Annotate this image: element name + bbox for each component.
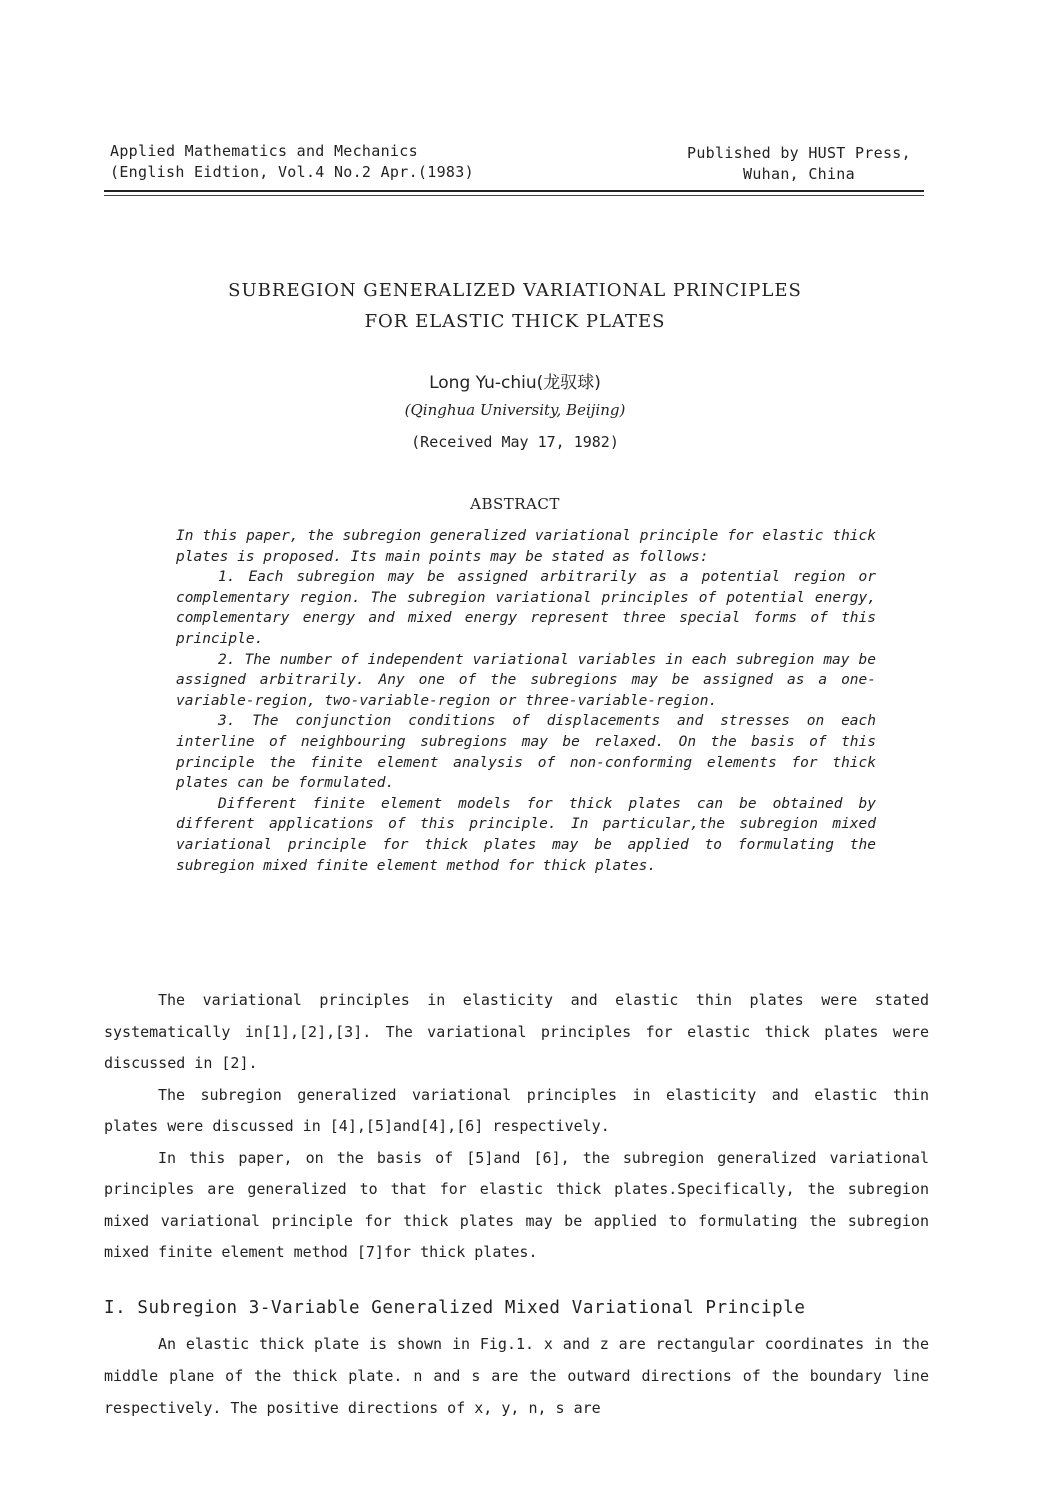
affiliation: (Qinghua University, Beijing) (404, 401, 626, 419)
title-line-1: SUBREGION GENERALIZED VARIATIONAL PRINCIPLES (228, 280, 802, 301)
publisher-location: Wuhan, China (743, 165, 855, 183)
publisher-name: Published by HUST Press, (687, 144, 911, 162)
title-line-2: FOR ELASTIC THICK PLATES (364, 311, 666, 332)
abstract-heading: ABSTRACT (470, 495, 560, 513)
author: Long Yu-chiu(龙驭球) (429, 373, 601, 393)
abstract-intro: In this paper, the subregion generalized variational principle for elastic thick plates is proposed. Its main points may be stated as follows: (176, 528, 876, 565)
body-paragraph: In this paper, on the basis of [5]and [6], the subregion generalized variational principles are generalized to that for elastic thick plates.Specifically, the subregion mixed variational principle for thick plates may be applied to formulating the subregion mixed finite element method [7]for thick plates. (104, 1148, 929, 1261)
body-paragraph: The variational principles in elasticity and elastic thin plates were stated systematically in[1],[2],[3]. The variational principles for elastic thick plates were discussed in [2]. (104, 991, 929, 1072)
journal-volume: (English Eidtion, Vol.4 No.2 Apr.(1983) (110, 163, 474, 181)
body-paragraph: An elastic thick plate is shown in Fig.1. x and z are rectangular coordinates in the middle plane of the thick plate. n and s are the outward directions of the boundary line respectively. The positive directions of x, y, n, s are (104, 1335, 929, 1417)
body-text (104, 985, 929, 1269)
journal-info (110, 141, 474, 183)
abstract-closing: Different finite element models for thick plates can be obtained by different applications of this principle. In particular,the subregion mixed variational principle for thick plates may be applied to formulating the subregion mixed finite element method for thick plates. (176, 795, 876, 874)
abstract-point-2: 2. The number of independent variational variables in each subregion may be assigned arbitrarily. Any one of the subregions may be assigned as a one-variable-region, two-variable-region or three-variable-region. (176, 651, 876, 709)
abstract (176, 526, 876, 876)
paper-title (160, 275, 870, 337)
section-heading: I. Subregion 3-Variable Generalized Mixed Variational Principle (104, 1298, 806, 1318)
publisher-info (674, 143, 924, 185)
section-body (104, 1328, 929, 1424)
received-date: (Received May 17, 1982) (411, 433, 619, 451)
abstract-point-1: 1. Each subregion may be assigned arbitrarily as a potential region or complementary region. The subregion variational principles of potential energy, complementary energy and mixed energy represent three special forms of this principle. (176, 569, 876, 647)
abstract-point-3: 3. The conjunction conditions of displacements and stresses on each interline of neighbouring subregions may be relaxed. On the basis of this principle the finite element analysis of non-conforming elements for thick plates can be formulated. (176, 713, 876, 792)
header-rule (104, 190, 924, 192)
header-rule-thin (104, 195, 924, 196)
body-paragraph: The subregion generalized variational principles in elasticity and elastic thin plates were discussed in [4],[5]and[4],[6] respectively. (104, 1085, 929, 1135)
journal-name: Applied Mathematics and Mechanics (110, 142, 418, 160)
